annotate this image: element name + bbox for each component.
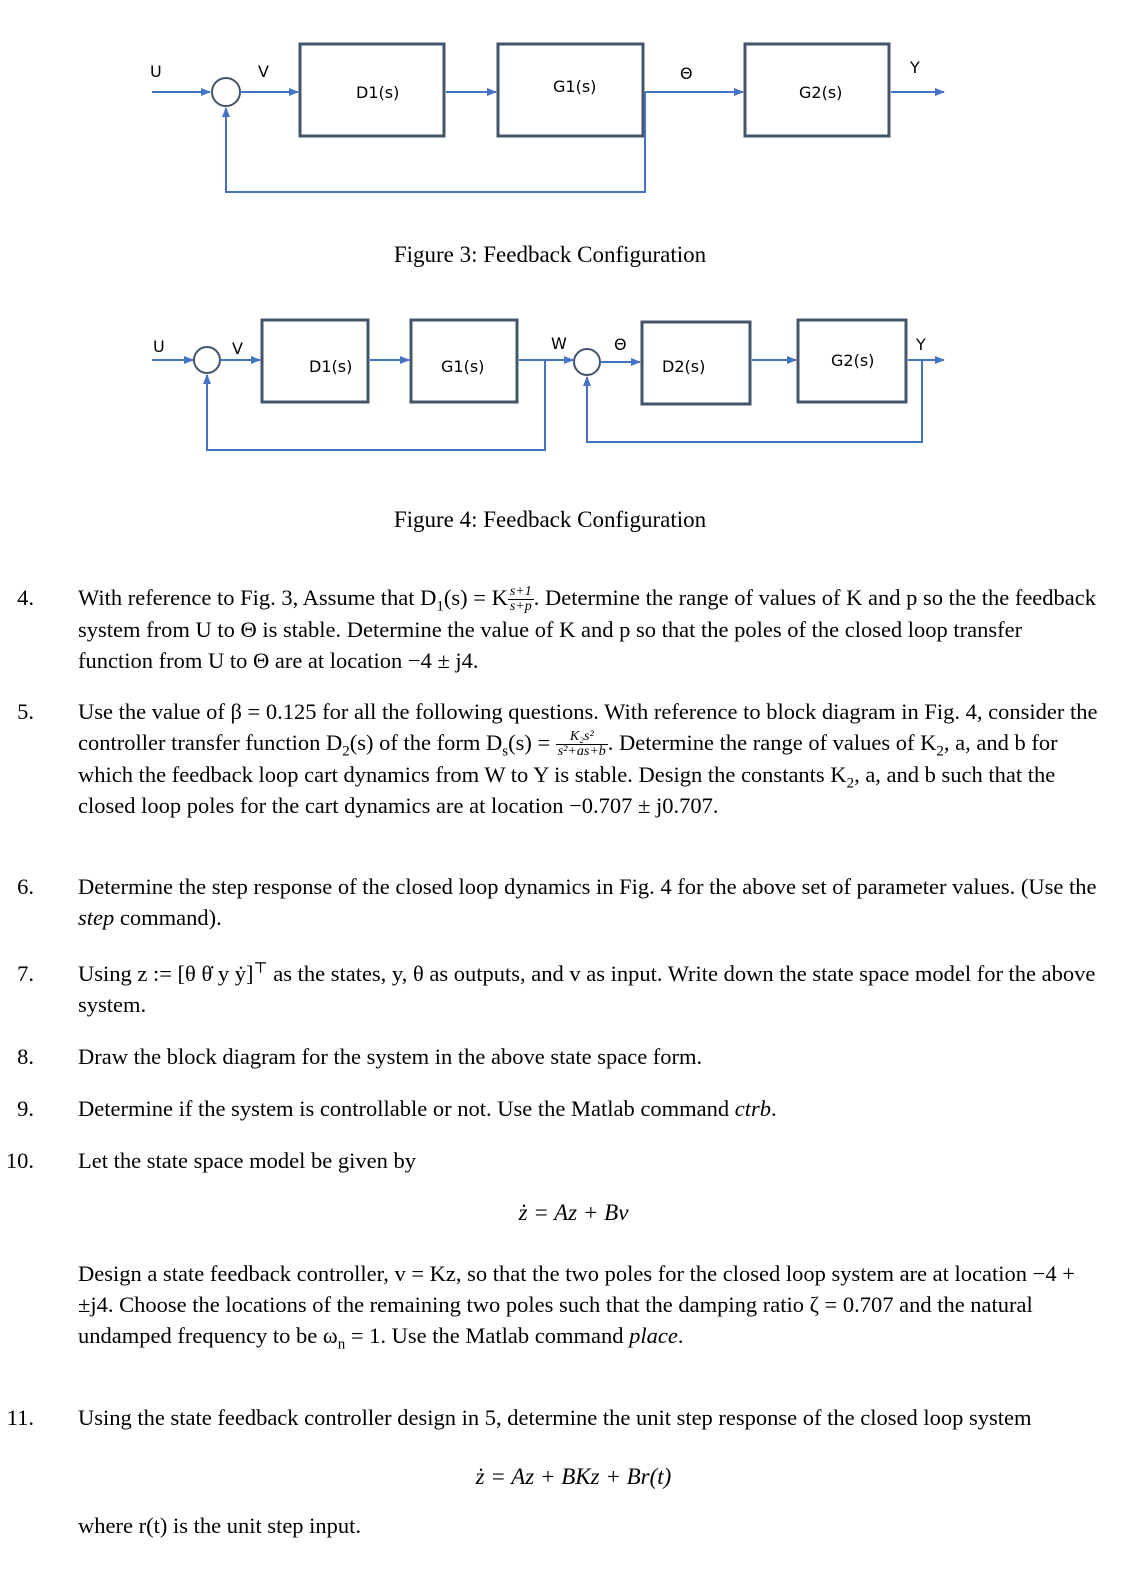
q8-text: Draw the block diagram for the system in the above state space form. [78,1044,703,1069]
fig4-summing-junction-2 [574,349,600,375]
fig3-label-v: V [258,62,269,81]
fig3-block-d1-label: D1(s) [356,83,400,102]
q11-intro: Using the state feedback controller design in 5, determine the unit step response of the closed loop system [78,1405,1032,1430]
figure4-caption: Figure 4: Feedback Configuration [393,507,707,532]
fig3-label-theta: Θ [680,64,693,83]
question-10-design: Design a state feedback controller, v = Kz, so that the two poles for the closed loop system are at location −4 + ±j4. Choose the locations of the remaining two poles such that the damping ratio ζ = 0.707 and the natural undamped frequency to be $\omega_n = 1$. Use the Matlab command place. [78,1261,1075,1353]
fig4-block-d2-label: D2(s) [662,357,706,376]
question-number: 6. [17,874,34,899]
question-9 [17,1093,1098,1124]
fig3-label-y: Y [910,58,920,77]
q7-text-2: as the states, y, θ as outputs, and v as input. Write down the state space model for the above system. [78,961,1096,1017]
figure4-diagram [0,300,1147,500]
fig3-block-g2-label: G2(s) [799,83,843,102]
q10-intro: Let the state space model be given by [78,1148,417,1173]
question-10 [5,1145,1098,1176]
figure3-caption: Figure 3: Feedback Configuration [393,242,707,267]
q5-text-4: . Determine the range of values of K [607,730,937,755]
q10-text-1: Design a state feedback controller, v = Kz, so that the two poles for the closed loop system are at location −4 + ±j4. Choose the locations of the remaining two poles such that the damping ratio ζ = 0.707 and the natural undamped frequency to be ω [78,1261,1075,1348]
fig3-summing-junction [212,78,240,106]
q5-text-3: (s) = [508,730,556,755]
figure3-diagram [0,0,1147,230]
fig4-label-v: V [232,339,243,358]
fig4-summing-junction-1 [194,347,220,373]
fig4-label-y: Y [916,335,926,354]
q10-text-3: . [677,1323,684,1348]
question-number: 11. [6,1405,34,1430]
q11-equation: ż = Az + BKz + Br(t) [475,1464,672,1489]
q10-text-2: = 1. Use the Matlab command [345,1323,630,1348]
q6-command: step [78,905,115,930]
question-6 [17,871,1098,933]
fig3-block-g1-label: G1(s) [553,77,597,96]
q5-text-1: Use the value of β = 0.125 for all the following questions. With reference to block diagram in Fig. 4, consider the controller transfer function D [78,699,1098,755]
fig4-label-w: W [551,334,567,353]
q7-transpose: ⊤ [253,960,268,977]
question-8 [17,1041,1098,1072]
question-number: 9. [17,1096,34,1121]
question-number: 5. [17,699,34,724]
q11-outro: where r(t) is the unit step input. [78,1513,362,1538]
q10-command: place [629,1323,678,1348]
fig4-label-theta: Θ [614,335,627,354]
question-number: 8. [17,1044,34,1069]
fig3-label-u: U [150,62,162,81]
question-number: 4. [17,585,34,610]
q5-fraction: $\frac{\text{K₂s²}}{\text{s²+as+b}}$ [557,729,606,760]
q4-text-1: With reference to Fig. 3, Assume that D [78,585,437,610]
question-5: 5. Use the value of β = 0.125 for all the following questions. With reference to block diagram in Fig. 4, consider the controller transfer function $D_2(s)$ of the form $D_s(s)$ = $\frac{\text{K₂s²}}{\text{s²+as+b}}$ . Determine the range of values of $K_2$, a, and b for which the feedback loop cart dynamics from W to Y is stable. Design the constants $K_2$, a, and b such that the closed loop poles for the cart dynamics are at location −0.707 ± j0.707. [38,696,1098,821]
q9-text-2: . [770,1096,777,1121]
q6-text-2: command). [114,905,222,930]
q4-text-3: . Determine the range of values of K and p so the the feedback system from U to Θ is stable. Determine the value of K and p so that the poles of the closed loop transfer function from U to Θ are at location −4 ± j4. [78,585,1097,674]
question-number: 10. [5,1148,34,1173]
fig4-block-d1-label: D1(s) [309,357,353,376]
fig4-label-u: U [153,337,165,356]
question-11 [6,1402,1098,1433]
q5-text-5: , a, and b for which the feedback loop cart dynamics from W to Y is stable. Design the constants K [78,730,1058,788]
q5-text-6: , a, and b such that the closed loop poles for the cart dynamics are at location −0.707 ± j0.707. [78,762,1056,819]
question-11-outro [38,1510,1098,1541]
q9-command: ctrb [734,1096,771,1121]
q7-text-1: Using z := [θ θ̇ y ẏ] [78,961,254,986]
fig4-block-g2-label: G2(s) [831,351,875,370]
q4-text-2: (s) = K [443,585,508,610]
q6-text-1: Determine the step response of the closed loop dynamics in Fig. 4 for the above set of parameter values. (Use the [78,874,1097,899]
q4-fraction: $\frac{s+1}{s+p}$ [509,584,532,615]
question-number: 7. [17,961,34,986]
q5-text-2: (s) of the form D [349,730,503,755]
q9-text-1: Determine if the system is controllable or not. Use the Matlab command [78,1096,735,1121]
question-4: 4. With reference to Fig. 3, Assume that $D_1(s) = K$ $\frac{s+1}{s+p}$ . Determine the range of values of K and p so the the feedback system from U to Θ is stable. Determine the value of K and p so that the poles of the closed loop transfer function from U to Θ are at location −4 ± j4. [38,582,1098,676]
fig4-block-g1-label: G1(s) [441,357,485,376]
question-7 [17,958,1098,1020]
q10-equation: ż = Az + Bv [518,1200,629,1225]
